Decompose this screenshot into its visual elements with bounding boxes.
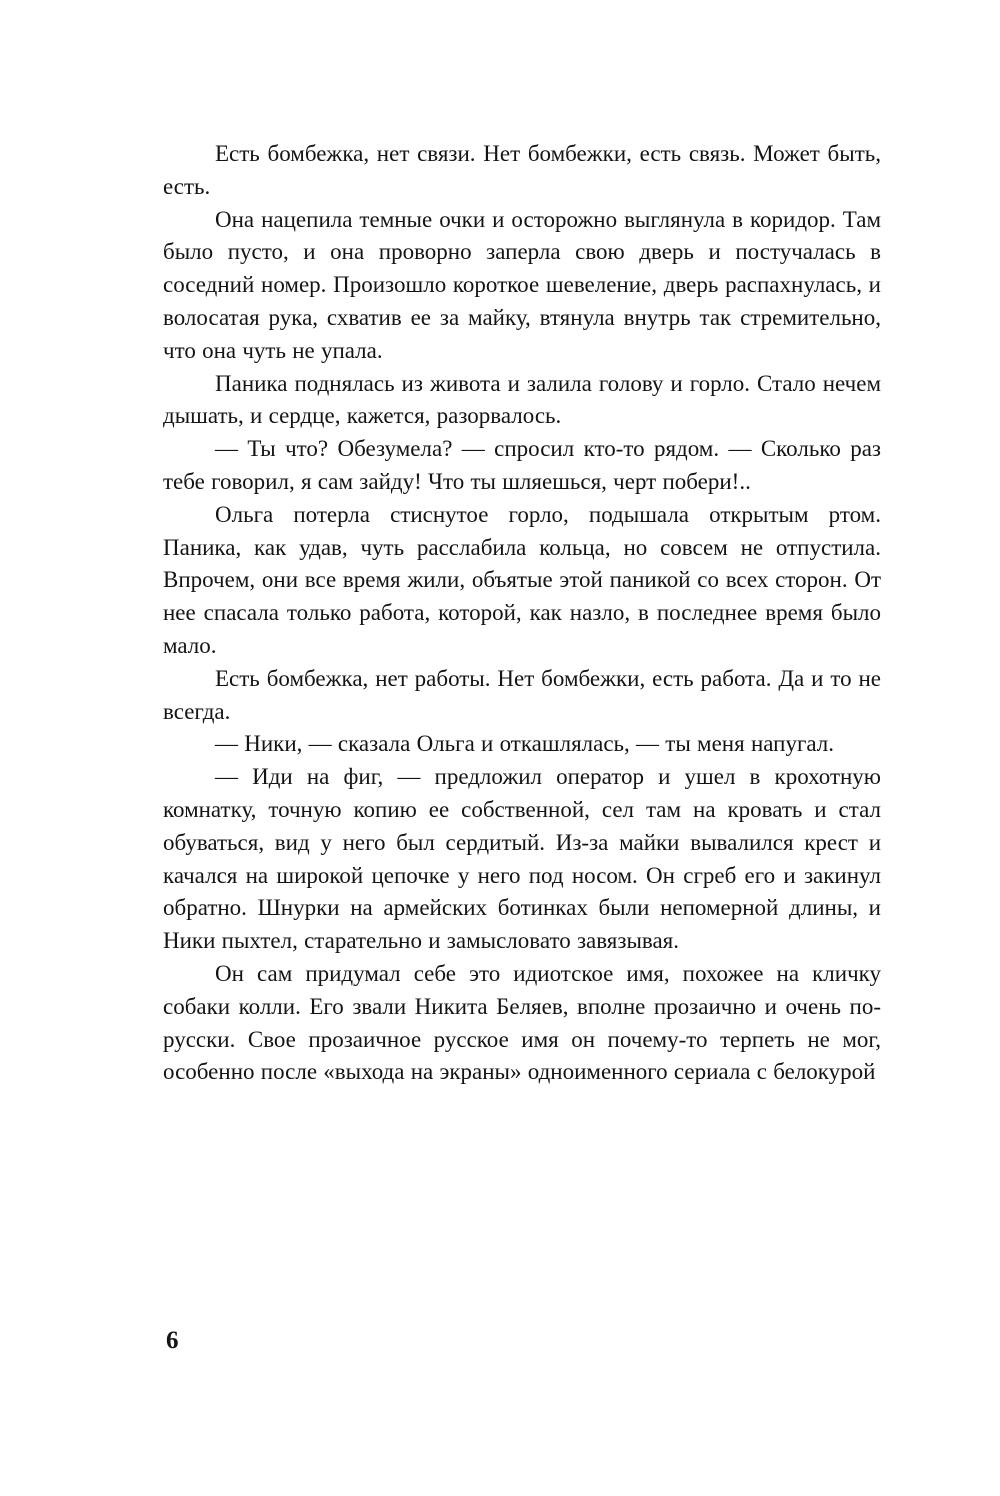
paragraph: Есть бомбежка, нет связи. Нет бомбежки, есть связь. Может быть, есть.	[163, 141, 881, 199]
paragraph: — Иди на фиг, — предложил оператор и ушел в крохотную комнатку, точную копию ее собственной, сел там на кровать и стал обуваться, вид у него был сердитый. Из-за майки вывалился крест и качался на широкой цепочке у него под носом. Он сгреб его и закинул обратно. Шнурки на армейских ботинках были непомерной длины, и Ники пыхтел, старательно и замысловато завязывая.	[163, 764, 881, 954]
paragraph: Она нацепила темные очки и осторожно выглянула в коридор. Там было пусто, и она проворно заперла свою дверь и постучалась в соседний номер. Произошло короткое шевеление, дверь распахнулась, и волосатая рука, схватив ее за майку, втянула внутрь так стремительно, что она чуть не упала.	[163, 206, 881, 363]
page-number: 6	[166, 1327, 179, 1354]
paragraph: Паника поднялась из живота и залила голову и горло. Стало нечем дышать, и сердце, кажется, разорвалось.	[163, 370, 881, 429]
paragraph: — Ты что? Обезумела? — спросил кто-то рядом. — Сколько раз тебе говорил, я сам зайду! Что ты шляешься, черт побери!..	[163, 436, 881, 494]
paragraph: Есть бомбежка, нет работы. Нет бомбежки, есть работа. Да и то не всегда.	[163, 665, 881, 724]
page-text	[163, 138, 881, 1089]
paragraph: — Ники, — сказала Ольга и откашлялась, — ты меня напугал.	[215, 731, 835, 757]
paragraph: Он сам придумал себе это идиотское имя, похожее на кличку собаки колли. Его звали Никита Беляев, вполне прозаично и очень по-русски. Свое прозаичное русское имя он почему-то терпеть не мог, особенно после «выхода на экраны» одноименного сериала с белокурой	[163, 960, 881, 1085]
paragraph: Ольга потерла стиснутое горло, подышала открытым ртом. Паника, как удав, чуть расслабила кольца, но совсем не отпустила. Впрочем, они все время жили, объятые этой паникой со всех сторон. От нее спасала только работа, которой, как назло, в последнее время было мало.	[163, 501, 881, 658]
